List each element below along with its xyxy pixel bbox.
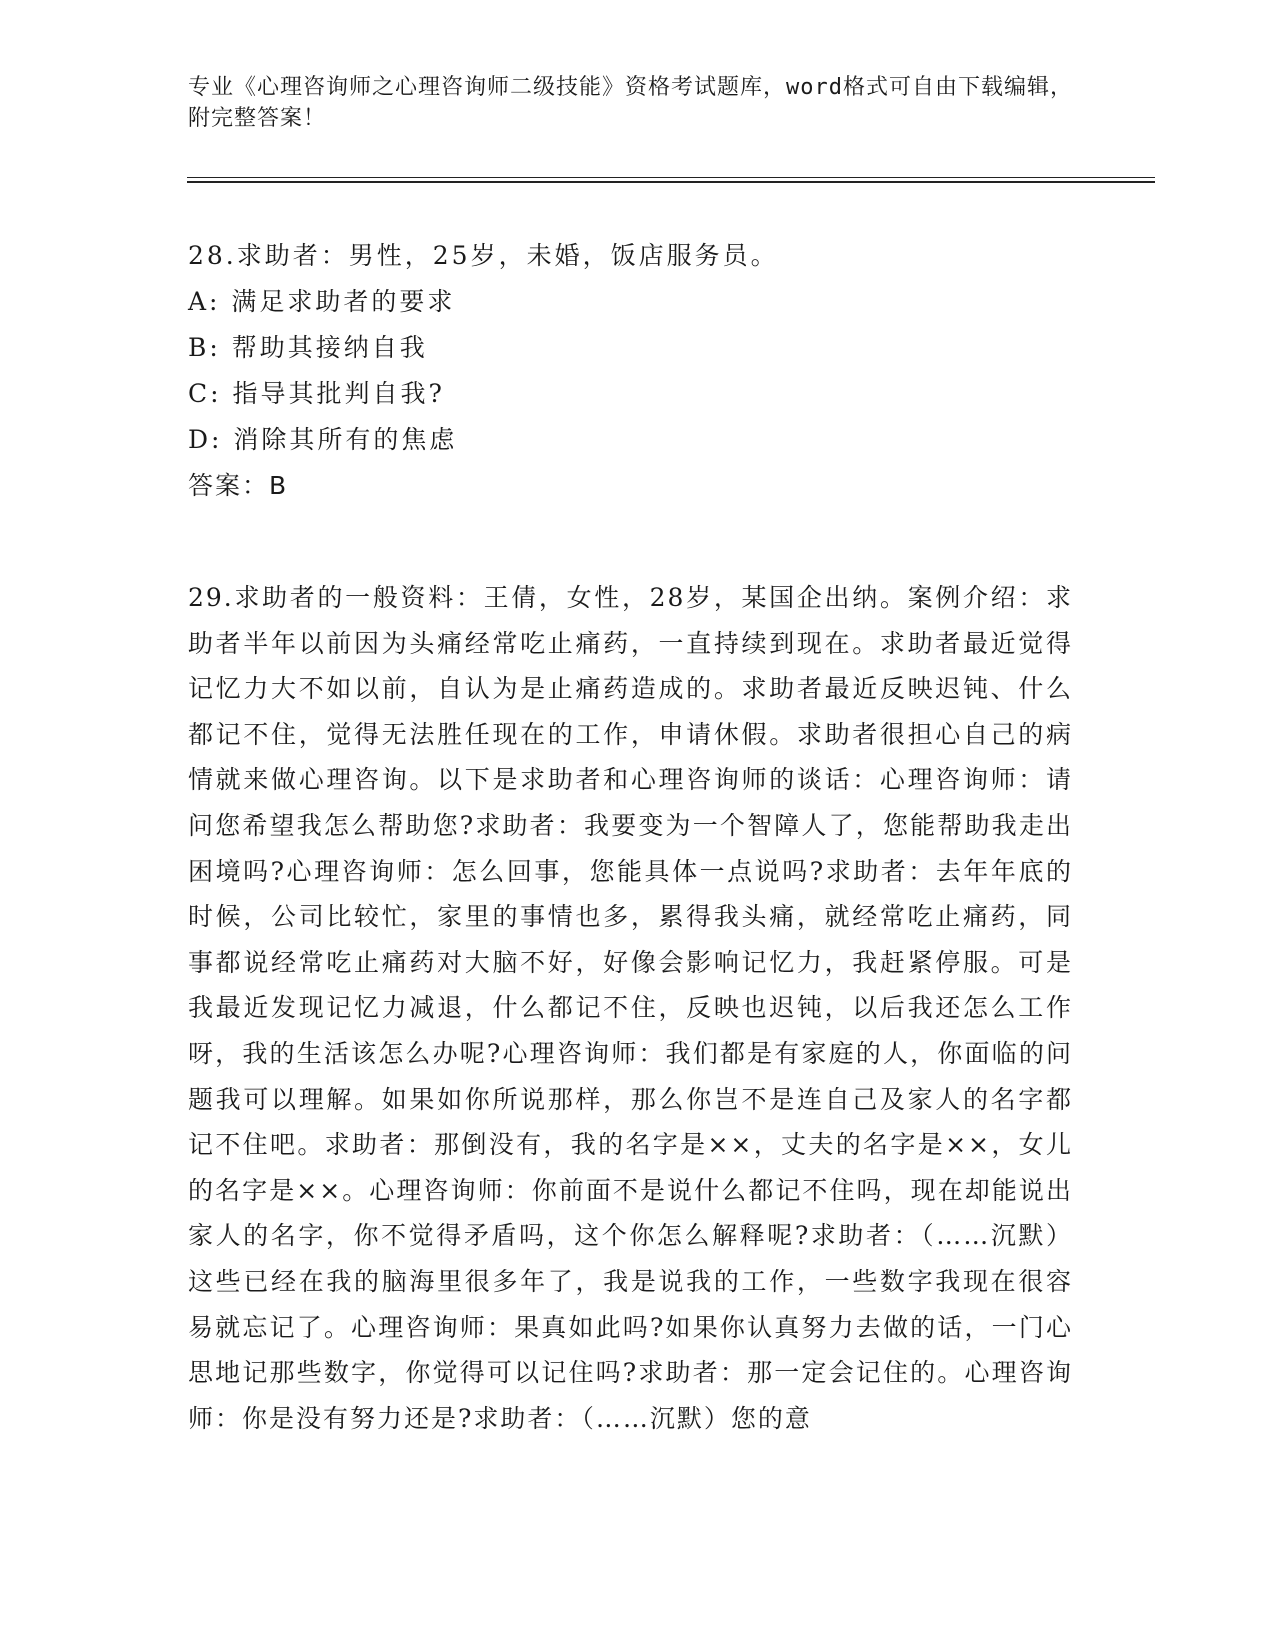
- question-28: [188, 233, 1073, 509]
- question-29: [188, 575, 1073, 1441]
- document-header: [188, 72, 1078, 134]
- header-intro-text: 专业《心理咨询师之心理咨询师二级技能》资格考试题库，word格式可自由下载编辑，附完整答案！: [188, 75, 1073, 131]
- header-divider-top: [187, 177, 1155, 178]
- answer-line: 答案：B: [188, 471, 289, 500]
- option-a: A: 满足求助者的要求: [188, 287, 456, 316]
- option-c: C: 指导其批判自我?: [188, 379, 445, 408]
- question-content: [188, 233, 1073, 1441]
- question-passage: 29.求助者的一般资料：王倩，女性，28岁，某国企出纳。案例介绍：求助者半年以前因为头痛经常吃止痛药，一直持续到现在。求助者最近觉得记忆力大不如以前，自认为是止痛药造成的。求助者最近反映迟钝、什么都记不住，觉得无法胜任现在的工作，申请休假。求助者很担心自己的病情就来做心理咨询。以下是求助者和心理咨询师的谈话：心理咨询师：请问您希望我怎么帮助您?求助者：我要变为一个智障人了，您能帮助我走出困境吗?心理咨询师：怎么回事，您能具体一点说吗?求助者：去年年底的时候，公司比较忙，家里的事情也多，累得我头痛，就经常吃止痛药，同事都说经常吃止痛药对大脑不好，好像会影响记忆力，我赶紧停服。可是我最近发现记忆力减退，什么都记不住，反映也迟钝，以后我还怎么工作呀，我的生活该怎么办呢?心理咨询师：我们都是有家庭的人，你面临的问题我可以理解。如果如你所说那样，那么你岂不是连自己及家人的名字都记不住吧。求助者：那倒没有，我的名字是××，丈夫的名字是××，女儿的名字是××。心理咨询师：你前面不是说什么都记不住吗，现在却能说出家人的名字，你不觉得矛盾吗，这个你怎么解释呢?求助者：（……沉默）这些已经在我的脑海里很多年了，我是说我的工作，一些数字我现在很容易就忘记了。心理咨询师：果真如此吗?如果你认真努力去做的话，一门心思地记那些数字，你觉得可以记住吗?求助者：那一定会记住的。心理咨询师：你是没有努力还是?求助者：（……沉默）您的意: [188, 583, 1073, 1433]
- question-stem: 28.求助者：男性，25岁，未婚，饭店服务员。: [188, 241, 779, 270]
- option-b: B: 帮助其接纳自我: [188, 333, 428, 362]
- question-spacer: [188, 509, 1073, 575]
- header-divider-bottom: [187, 181, 1155, 183]
- option-d: D: 消除其所有的焦虑: [188, 425, 458, 454]
